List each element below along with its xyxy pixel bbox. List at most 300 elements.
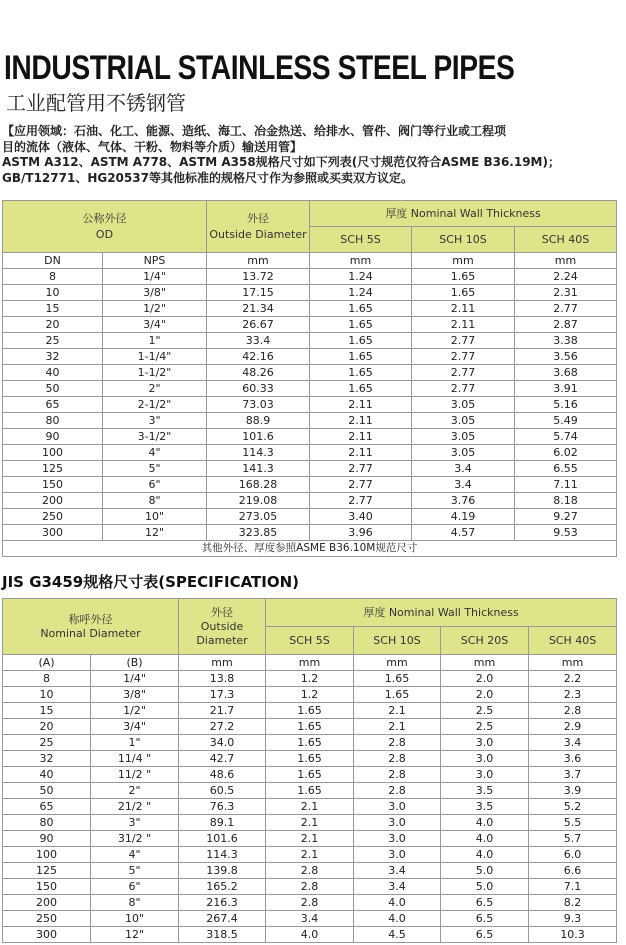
table-cell: 76.3 <box>179 799 266 815</box>
table-cell: 42.7 <box>179 751 266 767</box>
table-cell: 1.65 <box>266 703 354 719</box>
outside-diameter-en: Outside <box>200 619 244 633</box>
table-cell: 2-1/2" <box>103 397 207 413</box>
table-cell: 12" <box>103 525 207 541</box>
table-cell: 139.8 <box>179 863 266 879</box>
table-cell: 200 <box>3 895 91 911</box>
table-cell: 2.8 <box>529 703 617 719</box>
table-cell: 8 <box>3 671 91 687</box>
table-cell: 101.6 <box>207 429 310 445</box>
table-cell: 1.65 <box>266 735 354 751</box>
table-cell: 6.6 <box>529 863 617 879</box>
table-row <box>3 397 617 413</box>
table-row <box>3 799 617 815</box>
table-row <box>3 365 617 381</box>
unit-cell: mm <box>515 253 617 269</box>
table-cell: 2.8 <box>266 895 354 911</box>
unit-cell: NPS <box>103 253 207 269</box>
table-row <box>3 301 617 317</box>
table-cell: 1.65 <box>266 783 354 799</box>
table-cell: 3.4 <box>354 863 441 879</box>
table-cell: 300 <box>3 525 103 541</box>
table-cell: 3.91 <box>515 381 617 397</box>
table-cell: 4.0 <box>266 927 354 943</box>
outside-diameter-header <box>179 599 266 655</box>
table-cell: 73.03 <box>207 397 310 413</box>
table-cell: 250 <box>3 509 103 525</box>
jis-size-table <box>2 598 617 943</box>
sch-header: SCH 10S <box>412 227 515 253</box>
table-row <box>3 461 617 477</box>
table-cell: 2.11 <box>310 413 412 429</box>
table-cell: 2.77 <box>412 381 515 397</box>
table-cell: 318.5 <box>179 927 266 943</box>
table-row <box>3 285 617 301</box>
table-cell: 80 <box>3 815 91 831</box>
table-cell: 32 <box>3 751 91 767</box>
table-cell: 60.5 <box>179 783 266 799</box>
table-cell: 3.4 <box>266 911 354 927</box>
table-cell: 2.77 <box>310 477 412 493</box>
table-cell: 125 <box>3 863 91 879</box>
table-cell: 13.8 <box>179 671 266 687</box>
table-cell: 1.24 <box>310 269 412 285</box>
table-cell: 10 <box>3 687 91 703</box>
unit-cell: (A) <box>3 655 91 671</box>
table-cell: 2.3 <box>529 687 617 703</box>
table-cell: 2.5 <box>441 719 529 735</box>
table-cell: 5.74 <box>515 429 617 445</box>
outside-diameter-en: Outside Diameter <box>209 227 307 241</box>
table-cell: 21/2 " <box>91 799 179 815</box>
table-cell: 3.05 <box>412 413 515 429</box>
table-cell: 25 <box>3 735 91 751</box>
table-cell: 1.65 <box>310 365 412 381</box>
table-row <box>3 429 617 445</box>
page-title: INDUSTRIAL STAINLESS STEEL PIPES <box>4 49 515 87</box>
table-cell: 9.27 <box>515 509 617 525</box>
table-cell: 3.0 <box>354 847 441 863</box>
table-cell: 5.7 <box>529 831 617 847</box>
table-cell: 1" <box>103 333 207 349</box>
table-cell: 31/2 " <box>91 831 179 847</box>
table-cell: 3.0 <box>441 767 529 783</box>
table-cell: 4.5 <box>354 927 441 943</box>
table-cell: 1.65 <box>354 687 441 703</box>
table-cell: 65 <box>3 397 103 413</box>
table-cell: 6.55 <box>515 461 617 477</box>
table-cell: 50 <box>3 381 103 397</box>
table-row <box>3 863 617 879</box>
table-row <box>3 381 617 397</box>
table-cell: 141.3 <box>207 461 310 477</box>
sch-header: SCH 20S <box>441 627 529 655</box>
table-cell: 3.0 <box>354 799 441 815</box>
table-cell: 1.65 <box>266 751 354 767</box>
table-cell: 11/2 " <box>91 767 179 783</box>
table-cell: 100 <box>3 847 91 863</box>
astm-size-table <box>2 200 617 557</box>
table-row <box>3 445 617 461</box>
unit-cell: (B) <box>91 655 179 671</box>
table-cell: 8 <box>3 269 103 285</box>
table-cell: 25 <box>3 333 103 349</box>
table-cell: 89.1 <box>179 815 266 831</box>
table-cell: 3.0 <box>441 735 529 751</box>
table-cell: 3.76 <box>412 493 515 509</box>
table-cell: 65 <box>3 799 91 815</box>
table-cell: 21.34 <box>207 301 310 317</box>
table-cell: 7.11 <box>515 477 617 493</box>
table-cell: 26.67 <box>207 317 310 333</box>
table-cell: 2" <box>103 381 207 397</box>
table-cell: 50 <box>3 783 91 799</box>
table-cell: 219.08 <box>207 493 310 509</box>
table-cell: 3.5 <box>441 783 529 799</box>
table-cell: 1.65 <box>412 269 515 285</box>
sch-header: SCH 10S <box>354 627 441 655</box>
table-cell: 3/8" <box>103 285 207 301</box>
table-cell: 8" <box>91 895 179 911</box>
table-cell: 8.18 <box>515 493 617 509</box>
unit-cell: mm <box>354 655 441 671</box>
nominal-diameter-header <box>3 599 179 655</box>
table-cell: 3.05 <box>412 397 515 413</box>
table-cell: 165.2 <box>179 879 266 895</box>
table-cell: 3/4" <box>91 719 179 735</box>
sch-header: SCH 40S <box>529 627 617 655</box>
table-cell: 3.4 <box>412 461 515 477</box>
table-row <box>3 525 617 541</box>
table-cell: 114.3 <box>207 445 310 461</box>
table-cell: 4.57 <box>412 525 515 541</box>
table-cell: 5" <box>103 461 207 477</box>
table-row <box>3 927 617 943</box>
table-row <box>3 477 617 493</box>
table-cell: 273.05 <box>207 509 310 525</box>
table-cell: 5.5 <box>529 815 617 831</box>
table-cell: 2.2 <box>529 671 617 687</box>
intro-line: 【应用领域：石油、化工、能源、造纸、海工、冶金热送、给排水、管件、阀门等行业或工程项 <box>2 124 507 138</box>
table-cell: 4" <box>103 445 207 461</box>
unit-cell: mm <box>529 655 617 671</box>
table-cell: 2.11 <box>310 397 412 413</box>
unit-cell: mm <box>179 655 266 671</box>
table-cell: 1.65 <box>354 671 441 687</box>
intro-line: 目的流体（液体、气体、干粉、物料等介质）输送用管】 <box>2 139 303 154</box>
table-cell: 5.16 <box>515 397 617 413</box>
table-cell: 2.8 <box>354 751 441 767</box>
table-cell: 216.3 <box>179 895 266 911</box>
od-header <box>3 201 207 253</box>
table-row <box>3 831 617 847</box>
table-cell: 13.72 <box>207 269 310 285</box>
table-cell: 1-1/2" <box>103 365 207 381</box>
table-row <box>3 509 617 525</box>
unit-cell: mm <box>310 253 412 269</box>
table-cell: 9.3 <box>529 911 617 927</box>
od-header-cn: 公称外径 <box>82 211 127 225</box>
table-cell: 2.77 <box>412 349 515 365</box>
table-cell: 5.2 <box>529 799 617 815</box>
table-cell: 15 <box>3 301 103 317</box>
table-cell: 3.05 <box>412 445 515 461</box>
jis-table-body <box>3 655 617 943</box>
table-cell: 10" <box>91 911 179 927</box>
table-cell: 10.3 <box>529 927 617 943</box>
units-row <box>3 655 617 671</box>
table-cell: 17.3 <box>179 687 266 703</box>
table-row <box>3 493 617 509</box>
table-row <box>3 783 617 799</box>
table-cell: 2.9 <box>529 719 617 735</box>
page-subtitle: 工业配管用不锈钢管 <box>6 91 186 115</box>
table-cell: 2.11 <box>412 301 515 317</box>
table-cell: 90 <box>3 831 91 847</box>
table-cell: 4.19 <box>412 509 515 525</box>
table-cell: 250 <box>3 911 91 927</box>
table-cell: 3.68 <box>515 365 617 381</box>
table-cell: 4" <box>91 847 179 863</box>
table-cell: 3/8" <box>91 687 179 703</box>
table-cell: 2.0 <box>441 671 529 687</box>
table-cell: 1/4" <box>91 671 179 687</box>
table-cell: 1/4" <box>103 269 207 285</box>
wall-thickness-header: 厚度 Nominal Wall Thickness <box>266 599 617 627</box>
table-cell: 1.65 <box>266 719 354 735</box>
wall-thickness-header: 厚度 Nominal Wall Thickness <box>310 201 617 227</box>
unit-cell: DN <box>3 253 103 269</box>
table-cell: 3.6 <box>529 751 617 767</box>
section-title: JIS G3459规格尺寸表(SPECIFICATION) <box>2 573 299 591</box>
table-row <box>3 687 617 703</box>
table-cell: 33.4 <box>207 333 310 349</box>
table-cell: 2.11 <box>412 317 515 333</box>
table-cell: 15 <box>3 703 91 719</box>
table-cell: 3.4 <box>354 879 441 895</box>
table-cell: 20 <box>3 317 103 333</box>
table-cell: 2.8 <box>266 863 354 879</box>
sch-header: SCH 5S <box>266 627 354 655</box>
table-cell: 6.5 <box>441 927 529 943</box>
table-cell: 1.65 <box>412 285 515 301</box>
table-cell: 1/2" <box>103 301 207 317</box>
outside-diameter-cn: 外径 <box>247 211 269 225</box>
unit-cell: mm <box>412 253 515 269</box>
table-cell: 40 <box>3 767 91 783</box>
table-cell: 323.85 <box>207 525 310 541</box>
table-cell: 2.31 <box>515 285 617 301</box>
table-cell: 9.53 <box>515 525 617 541</box>
table-cell: 3.05 <box>412 429 515 445</box>
outside-diameter-en: Diameter <box>196 633 248 647</box>
table-cell: 4.0 <box>354 895 441 911</box>
table-cell: 42.16 <box>207 349 310 365</box>
table-cell: 168.28 <box>207 477 310 493</box>
table-cell: 2.24 <box>515 269 617 285</box>
table-cell: 6" <box>103 477 207 493</box>
table-cell: 7.1 <box>529 879 617 895</box>
sch-header: SCH 40S <box>515 227 617 253</box>
table-row <box>3 847 617 863</box>
table-cell: 2.1 <box>354 703 441 719</box>
table-cell: 2.0 <box>441 687 529 703</box>
table-cell: 2.11 <box>310 429 412 445</box>
table-cell: 3" <box>91 815 179 831</box>
table-cell: 34.0 <box>179 735 266 751</box>
table-cell: 114.3 <box>179 847 266 863</box>
nominal-diameter-en: Nominal Diameter <box>40 626 141 640</box>
table-cell: 3" <box>103 413 207 429</box>
table-cell: 5.49 <box>515 413 617 429</box>
table-cell: 3.38 <box>515 333 617 349</box>
table-cell: 1.65 <box>310 349 412 365</box>
table-row <box>3 317 617 333</box>
unit-cell: mm <box>207 253 310 269</box>
table-cell: 1/2" <box>91 703 179 719</box>
table-cell: 1.65 <box>310 301 412 317</box>
table-cell: 6.02 <box>515 445 617 461</box>
outside-diameter-header <box>207 201 310 253</box>
unit-cell: mm <box>441 655 529 671</box>
table-row <box>3 349 617 365</box>
table-row <box>3 815 617 831</box>
table-cell: 4.0 <box>354 911 441 927</box>
table-cell: 17.15 <box>207 285 310 301</box>
table-cell: 10" <box>103 509 207 525</box>
table-cell: 3.5 <box>441 799 529 815</box>
table-cell: 4.0 <box>441 815 529 831</box>
table-cell: 2.77 <box>412 365 515 381</box>
table-cell: 80 <box>3 413 103 429</box>
table-cell: 6.0 <box>529 847 617 863</box>
intro-line: ASTM A312、ASTM A778、ASTM A358规格尺寸如下列表(尺寸规范仅符合ASME B36.19M)； <box>2 155 560 169</box>
table-cell: 2.77 <box>412 333 515 349</box>
table-cell: 3.4 <box>529 735 617 751</box>
table-cell: 150 <box>3 879 91 895</box>
table-cell: 12" <box>91 927 179 943</box>
table-cell: 48.26 <box>207 365 310 381</box>
table-row <box>3 751 617 767</box>
table-cell: 5.0 <box>441 879 529 895</box>
intro-line: GB/T12771、HG20537等其他标准的规格尺寸作为参照或买卖双方议定。 <box>2 170 413 185</box>
table-cell: 1.65 <box>266 767 354 783</box>
table-cell: 5.0 <box>441 863 529 879</box>
intro-text <box>2 124 624 186</box>
table-cell: 125 <box>3 461 103 477</box>
table-cell: 3.96 <box>310 525 412 541</box>
outside-diameter-cn: 外径 <box>211 605 234 619</box>
od-header-en: OD <box>95 227 114 241</box>
table-cell: 2.11 <box>310 445 412 461</box>
sch-header: SCH 5S <box>310 227 412 253</box>
table-cell: 48.6 <box>179 767 266 783</box>
table-row <box>3 333 617 349</box>
table-cell: 1.65 <box>310 317 412 333</box>
table-cell: 3-1/2" <box>103 429 207 445</box>
table-cell: 2.1 <box>354 719 441 735</box>
table-cell: 8.2 <box>529 895 617 911</box>
table-cell: 1.24 <box>310 285 412 301</box>
table-row <box>3 735 617 751</box>
table-cell: 3.40 <box>310 509 412 525</box>
table-row <box>3 719 617 735</box>
table-cell: 4.0 <box>441 831 529 847</box>
units-row <box>3 253 617 269</box>
table-cell: 1.2 <box>266 671 354 687</box>
table-cell: 100 <box>3 445 103 461</box>
table-cell: 267.4 <box>179 911 266 927</box>
table-cell: 2.8 <box>354 783 441 799</box>
table-cell: 6" <box>91 879 179 895</box>
table-cell: 3/4" <box>103 317 207 333</box>
table-cell: 2.1 <box>266 799 354 815</box>
table-cell: 2.77 <box>310 493 412 509</box>
table-row <box>3 671 617 687</box>
table-cell: 150 <box>3 477 103 493</box>
table-row <box>3 413 617 429</box>
table-cell: 2.1 <box>266 847 354 863</box>
table-cell: 20 <box>3 719 91 735</box>
unit-cell: mm <box>266 655 354 671</box>
table-row <box>3 269 617 285</box>
table-cell: 4.0 <box>441 847 529 863</box>
table-row <box>3 703 617 719</box>
table-cell: 2.8 <box>266 879 354 895</box>
table-cell: 21.7 <box>179 703 266 719</box>
table-cell: 2.77 <box>515 301 617 317</box>
table-row <box>3 895 617 911</box>
table-cell: 2.1 <box>266 815 354 831</box>
nominal-diameter-cn: 称呼外径 <box>68 612 113 626</box>
table-cell: 2.8 <box>354 735 441 751</box>
table-cell: 2.77 <box>310 461 412 477</box>
table-cell: 5" <box>91 863 179 879</box>
table-cell: 27.2 <box>179 719 266 735</box>
astm-table-body <box>3 253 617 541</box>
table-cell: 2.1 <box>266 831 354 847</box>
table-cell: 3.56 <box>515 349 617 365</box>
table-cell: 40 <box>3 365 103 381</box>
table-cell: 3.7 <box>529 767 617 783</box>
table-cell: 101.6 <box>179 831 266 847</box>
table-cell: 3.0 <box>441 751 529 767</box>
table-note: 其他外径、厚度参照ASME B36.10M规范尺寸 <box>3 541 617 557</box>
table-cell: 1" <box>91 735 179 751</box>
table-cell: 90 <box>3 429 103 445</box>
table-cell: 200 <box>3 493 103 509</box>
table-cell: 3.4 <box>412 477 515 493</box>
table-cell: 11/4 " <box>91 751 179 767</box>
table-row <box>3 767 617 783</box>
table-cell: 10 <box>3 285 103 301</box>
table-cell: 1.65 <box>310 381 412 397</box>
table-cell: 2.5 <box>441 703 529 719</box>
table-cell: 32 <box>3 349 103 365</box>
table-cell: 6.5 <box>441 911 529 927</box>
table-cell: 60.33 <box>207 381 310 397</box>
table-row <box>3 911 617 927</box>
table-cell: 8" <box>103 493 207 509</box>
table-cell: 2.8 <box>354 767 441 783</box>
table-cell: 1.65 <box>310 333 412 349</box>
table-cell: 300 <box>3 927 91 943</box>
table-row <box>3 879 617 895</box>
table-cell: 1.2 <box>266 687 354 703</box>
table-cell: 2.87 <box>515 317 617 333</box>
table-cell: 3.0 <box>354 815 441 831</box>
table-cell: 3.9 <box>529 783 617 799</box>
